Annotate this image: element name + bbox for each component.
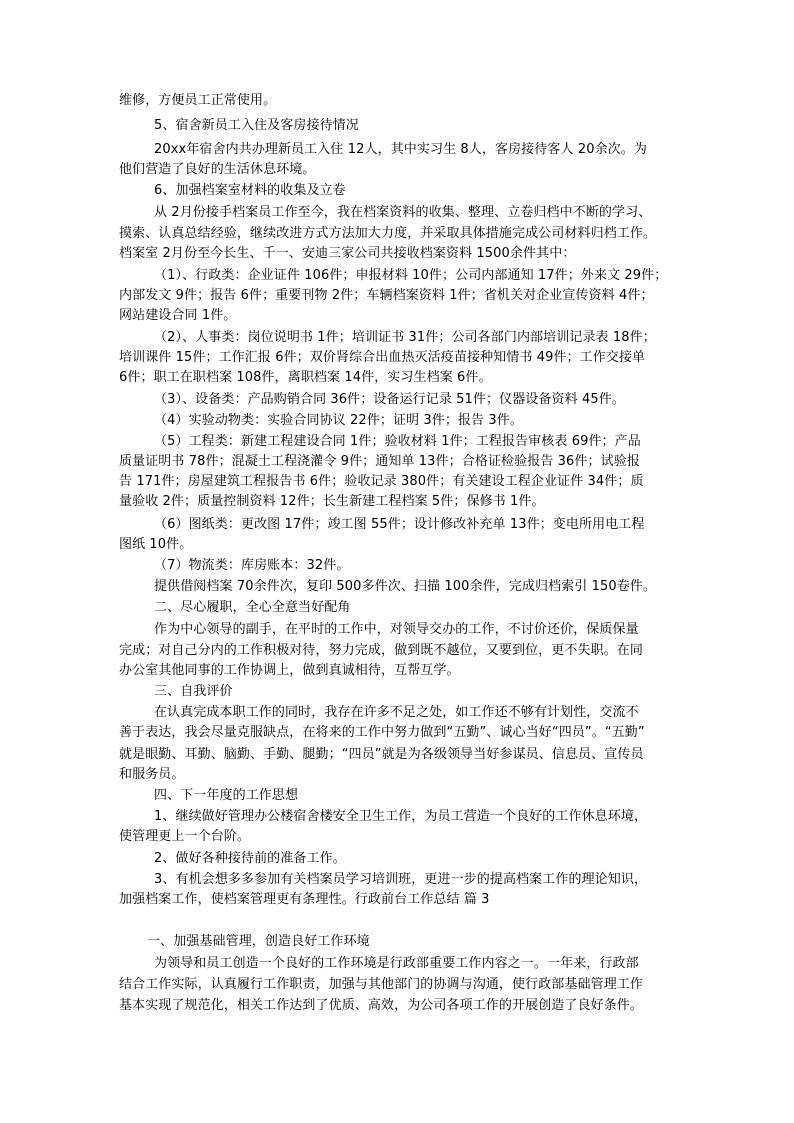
text-line: （3）、设备类：产品购销合同 36件；设备运行记录 51件；仪器设备资料 45件。 <box>154 392 625 407</box>
section-heading: 5、宿舍新员工入住及客房接待情况 <box>154 118 359 133</box>
section-heading: 一、加强基础管理，创造良好工作环境 <box>147 934 370 949</box>
text-line: 1、继续做好管理办公楼宿舍楼安全卫生工作，为员工营造一个良好的工作休息环境， <box>154 809 648 824</box>
text-line: 基本实现了规范化，相关工作达到了优质、高效，为公司各项工作的开展创造了良好条件。 <box>119 998 644 1013</box>
text-line: （7）物流类：库房账本：32件。 <box>154 558 350 573</box>
text-line: 和服务员。 <box>119 767 185 782</box>
text-line: 在认真完成本职工作的同时，我存在许多不足之处，如工作还不够有计划性，交流不 <box>154 705 639 720</box>
text-line: 从 2月份接手档案员工作至今，我在档案资料的收集、整理、立卷归档中不断的学习、 <box>154 205 652 220</box>
text-line: 3、有机会想多多参加有关档案员学习培训班，更进一步的提高档案工作的理论知识， <box>154 872 648 887</box>
text-line: 维修，方便员工正常使用。 <box>119 93 277 108</box>
text-line: 提供借阅档案 70余件次，复印 500多件次、扫描 100余件，完成归档索引 150卷件。 <box>154 579 657 594</box>
text-line: 为领导和员工创造一个良好的工作环境是行政部重要工作内容之一。一年来，行政部 <box>154 956 639 971</box>
text-line: （2）、人事类：岗位说明书 1件；培训证书 31件；公司各部门内部培训记录表 18件； <box>154 330 656 345</box>
text-line: 善于表达，我会尽量克服缺点，在将来的工作中努力做到“五勤”、诚心当好“四员”。“五勤” <box>119 725 645 740</box>
text-line: 使管理更上一个台阶。 <box>119 829 251 844</box>
text-line: 内部发文 9件；报告 6件；重要刊物 2件；车辆档案资料 1件；省机关对企业宣传资料 4件； <box>119 288 654 303</box>
text-line: 作为中心领导的副手，在平时的工作中，对领导交办的工作，不讨价还价，保质保量 <box>154 622 639 637</box>
text-line: 办公室其他同事的工作协调上，做到真诚相待，互帮互学。 <box>119 663 460 678</box>
text-line: 质量证明书 78件；混凝土工程浇灌令 9件；通知单 13件；合格证检验报告 36件；试验报 <box>119 454 640 469</box>
text-line: 档案室 2月份至今长生、千一、安迪三家公司共接收档案资料 1500余件其中： <box>119 246 576 261</box>
text-line: 6件；职工在职档案 108件，离职档案 14件，实习生档案 6件。 <box>119 370 492 385</box>
text-line: （1）、行政类：企业证件 106件；申报材料 10件；公司内部通知 17件；外来文 29件； <box>154 268 668 283</box>
section-heading: 二、尽心履职，全心全意当好配角 <box>154 600 351 615</box>
text-line: 网站建设合同 1件。 <box>119 308 237 323</box>
section-heading: 三、自我评价 <box>154 684 233 699</box>
text-line: 完成；对自己分内的工作积极对待，努力完成，做到既不越位，又要到位，更不失职。在同 <box>119 643 644 658</box>
text-line: 结合工作实际，认真履行工作职责，加强与其他部门的协调与沟通，使行政部基础管理工作 <box>119 977 644 992</box>
text-line: 图纸 10件。 <box>119 537 193 552</box>
text-line: 20xx年宿舍内共办理新员工入住 12人，其中实习生 8人，客房接待客人 20余次。为 <box>154 142 647 157</box>
text-line: 2、做好各种接待前的准备工作。 <box>154 851 346 866</box>
text-line: 告 171件；房屋建筑工程报告书 6件；验收记录 380件；有关建设工程企业证件 34件；质 <box>119 474 644 489</box>
text-line: 量验收 2件；质量控制资料 12件；长生新建工程档案 5件；保修书 1件。 <box>119 494 545 509</box>
text-line: （6）图纸类：更改图 17件；竣工图 55件；设计修改补充单 13件；变电所用电工程 <box>154 517 645 532</box>
section-heading: 6、加强档案室材料的收集及立卷 <box>154 183 346 198</box>
text-line: （5）工程类：新建工程建设合同 1件；验收材料 1件；工程报告审核表 69件；产品 <box>154 434 641 449</box>
text-line: （4）实验动物类：实验合同协议 22件；证明 3件；报告 3件。 <box>154 413 523 428</box>
section-heading: 四、下一年度的工作思想 <box>154 788 299 803</box>
text-line: 摸索、认真总结经验，继续改进方式方法加大力度，并采取具体措施完成公司材料归档工作。 <box>119 226 657 241</box>
text-line: 加强档案工作，使档案管理更有条理性。行政前台工作总结 篇 3 <box>119 892 490 907</box>
text-line: 他们营造了良好的生活休息环境。 <box>119 162 316 177</box>
text-line: 培训课件 15件；工作汇报 6件；双价肾综合出血热灭活疫苗接种知情书 49件；工作交接单 <box>119 350 646 365</box>
text-line: 就是眼勤、耳勤、脑勤、手勤、腿勤；“四员”就是为各级领导当好参谋员、信息员、宣传员 <box>119 747 644 762</box>
